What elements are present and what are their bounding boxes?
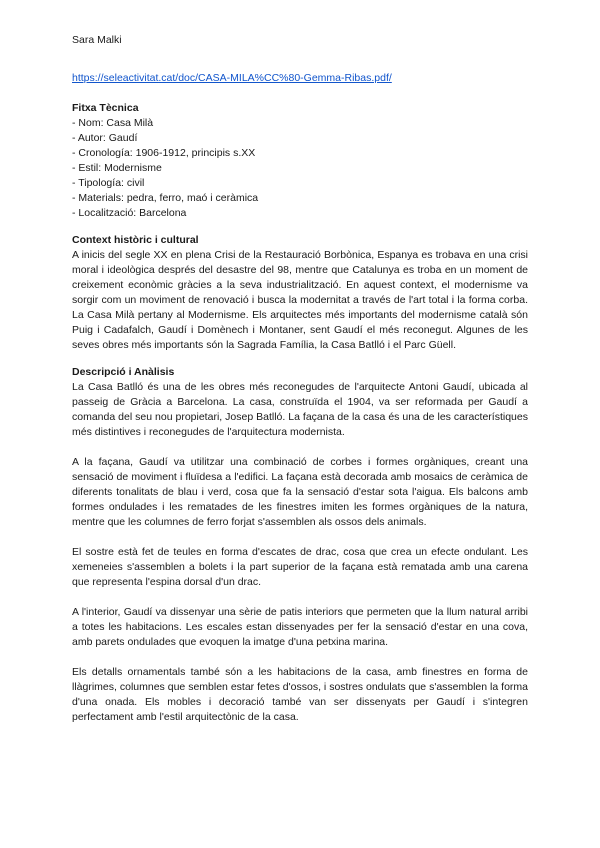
descripcio-paragraph: El sostre està fet de teules en forma d'escates de drac, cosa que crea un efecte ondulant. Les xemeneies s'assemblen a bolets i la part superior de la façana està rematada amb una carena que representa l'espina dorsal d'un drac. <box>72 546 528 588</box>
context-paragraph: A inicis del segle XX en plena Crisi de la Restauració Borbònica, Espanya es trobava en una crisi moral i ideològica després del desastre del 98, mentre que Catalunya es troba en un moment de creixement econòmic gràcies a la seva industrialització. En aquest context, el modernisme va sorgir com un moviment de renovació i busca la modernitat a través de l'art total i la forma corba. La Casa Milà pertany al Modernisme. Els arquitectes més importants del modernisme català són Puig i Cadafalch, Gaudí i Domènech i Montaner, sent Gaudí el més reconegut. Algunes de les seves obres més importants són la Sagrada Família, la Casa Batlló i el Parc Güell. <box>72 249 528 351</box>
descripcio-paragraph: La Casa Batlló és una de les obres més reconegudes de l'arquitecte Antoni Gaudí, ubicada al passeig de Gràcia a Barcelona. La casa, construïda el 1904, va ser reformada per Gaudí a comanda del seu nou propietari, Josep Batlló. La façana de la casa és una de les característiques més distintives i reconegudes de l'arquitectura modernista. <box>72 381 528 438</box>
fitxa-item: - Materials: pedra, ferro, maó i ceràmica <box>72 192 259 204</box>
fitxa-item: - Estil: Modernisme <box>72 162 162 174</box>
descripcio-paragraph: Els detalls ornamentals també són a les habitacions de la casa, amb finestres en forma de llàgrimes, columnes que semblen estar fetes d'ossos, i sostres ondulats que s'assemblen la forma d'una onada. Els mobles i decoració també van ser dissenyats per Gaudí i s'integren perfectament amb l'estil arquitectònic de la casa. <box>72 666 528 723</box>
context-heading: Context històric i cultural <box>72 234 199 246</box>
descripcio-heading: Descripció i Anàlisis <box>72 366 175 378</box>
fitxa-item: - Localització: Barcelona <box>72 207 187 219</box>
source-link[interactable]: https://seleactivitat.cat/doc/CASA-MILA%CC%80-Gemma-Ribas.pdf/ <box>72 72 392 84</box>
document-body <box>72 101 528 725</box>
fitxa-item: - Nom: Casa Milà <box>72 117 154 129</box>
descripcio-paragraph: A l'interior, Gaudí va dissenyar una sèrie de patis interiors que permeten que la llum natural arribi a totes les habitacions. Les escales estan dissenyades per fer la sensació d'estar en una cova, amb parets ondulades que evoquen la imatge d'una petxina marina. <box>72 606 528 648</box>
author-name: Sara Malki <box>72 34 122 46</box>
fitxa-item: - Tipología: civil <box>72 177 145 189</box>
fitxa-list <box>72 116 528 221</box>
fitxa-item: - Autor: Gaudí <box>72 132 138 144</box>
descripcio-paragraph: A la façana, Gaudí va utilitzar una combinació de corbes i formes orgàniques, creant una sensació de moviment i fluïdesa a l'edifici. La façana està decorada amb mosaics de ceràmica de diferents tonalitats de blau i verd, cosa que fa la sensació d'estar sota l'aigua. Els balcons amb formes ondulades i les rematades de les finestres imiten les formes orgàniques de la natura, mentre que les columnes de ferro forjat s'assemblen als ossos dels animals. <box>72 456 528 528</box>
fitxa-heading: Fitxa Tècnica <box>72 102 139 114</box>
fitxa-item: - Cronología: 1906-1912, principis s.XX <box>72 147 256 159</box>
